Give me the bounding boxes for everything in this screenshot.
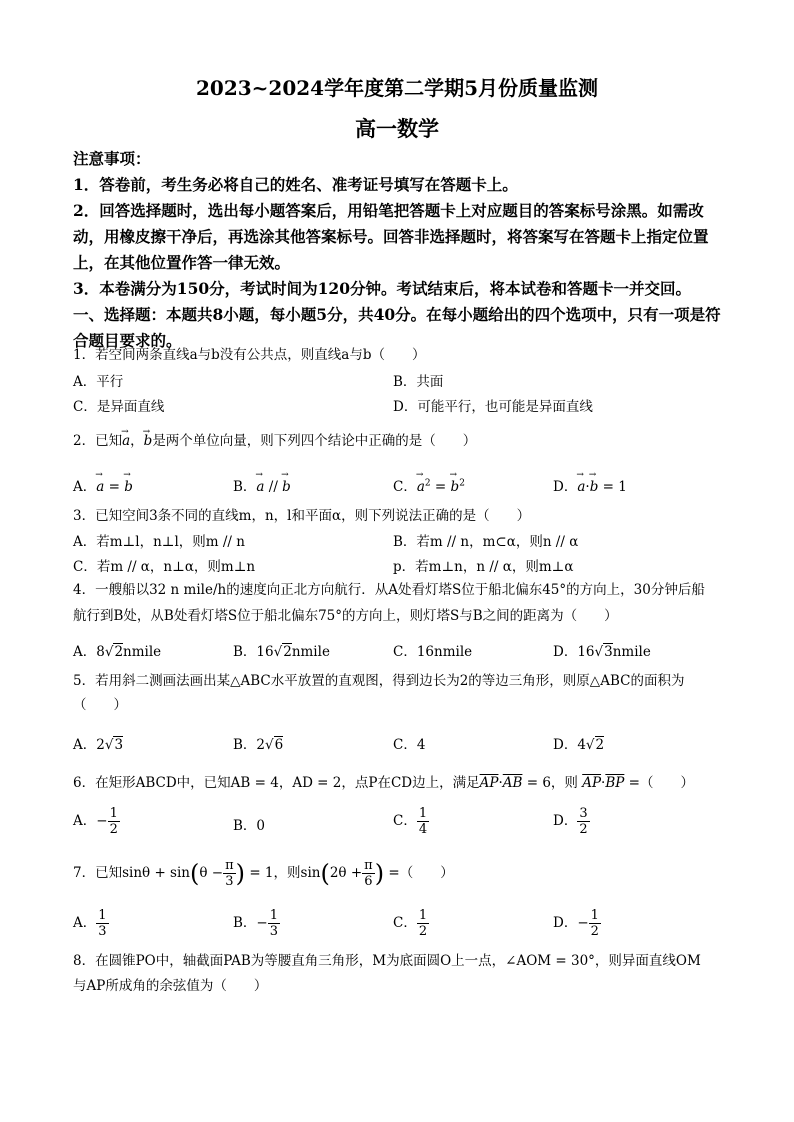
vector-ab: $\overline{AB}$ [502, 775, 523, 791]
q3-option-a: A．若m⊥l，n⊥l，则m // n [73, 534, 245, 550]
q8-line1: 8．在圆锥PO中，轴截面PAB为等腰直角三角形，M为底面圆O上一点，∠AOM = 30°，则异面直线OM [73, 953, 701, 969]
q3-options-row2 [73, 555, 723, 579]
vector-a: → a [122, 430, 130, 452]
question-5 [73, 670, 723, 716]
exam-title: 2023~2024学年度第二学期5月份质量监测 [195, 76, 598, 100]
question-2 [73, 430, 723, 452]
q2-option-c: C．→ $a^2$ = → $b^2$ [393, 475, 465, 495]
q3-option-b: B．若m // n，m⊂α，则n // α [393, 534, 579, 550]
q2-text-mid: ， [130, 433, 144, 449]
q2-text-post: 是两个单位向量，则下列四个结论中正确的是（ ） [152, 433, 477, 449]
q5-line2: （ ） [73, 697, 127, 713]
q8-line2: 与AP所成角的余弦值为（ ） [73, 978, 268, 994]
q7-option-a: A． $\frac{1}{3}$ [73, 908, 107, 939]
q2-options [73, 475, 723, 499]
q5-line1: 5．若用斜二测画法画出某△ABC水平放置的直观图，得到边长为2的等边三角形，则原△ABC的面积为 [73, 673, 685, 689]
q5-options [73, 733, 723, 757]
q6-option-b: B．0 [233, 818, 266, 834]
section-heading: 一、选择题：本题共8小题，每小题5分，共40分。在每小题给出的四个选项中，只有一项是符合题目要求的。 [73, 305, 721, 350]
vector-ap: $\overline{AP}$ [479, 775, 499, 791]
q1-options-row1 [73, 370, 723, 394]
q2-option-b: B．→ a // → b [233, 475, 291, 495]
q5-option-d: D．4√2 [553, 737, 605, 753]
q1-option-a: A．平行 [73, 374, 124, 390]
q3-options-row1 [73, 530, 723, 554]
vector-b: → b [144, 430, 153, 452]
q4-option-b: B．16√2nmile [233, 644, 330, 660]
q3-option-d: p．若m⊥n，n // α，则m⊥α [393, 559, 574, 575]
vector-bp: $\overline{BP}$ [605, 775, 625, 791]
vector-ap: $\overline{AP}$ [582, 775, 602, 791]
note-item: 1．答卷前，考生务必将自己的姓名、准考证号填写在答题卡上。 [73, 175, 518, 194]
q5-option-c: C．4 [393, 737, 426, 753]
q4-line2: 航行到B处，从B处看灯塔S位于船北偏东75°的方向上，则灯塔S与B之间的距离为（ ） [73, 608, 618, 624]
q5-option-b: B．2√6 [233, 737, 284, 753]
question-8 [73, 950, 723, 997]
q4-options [73, 640, 723, 664]
q3-option-c: C．若m // α，n⊥α，则m⊥n [73, 559, 256, 575]
q6-options [73, 806, 723, 842]
note-item: 3．本卷满分为150分，考试时间为120分钟。考试结束后，将本试卷和答题卡一并交回。 [73, 279, 691, 298]
q4-line1: 4．一艘船以32 n mile/h的速度向正北方向航行．从A处看灯塔S位于船北偏东45°的方向上，30分钟后船 [73, 582, 705, 598]
q1-option-c: C．是异面直线 [73, 399, 165, 415]
q4-option-d: D．16√3nmile [553, 644, 651, 660]
q7-option-c: C． $\frac{1}{2}$ [393, 908, 428, 939]
q6-option-c: C． $\frac{1}{4}$ [393, 806, 428, 837]
q1-options-row2 [73, 395, 723, 419]
q4-option-a: A．8√2nmile [73, 644, 162, 660]
q6-option-a: A．− $\frac{1}{2}$ [73, 806, 118, 837]
notes-heading: 注意事项： [73, 149, 151, 168]
notes-block [73, 146, 723, 354]
q7-option-b: B．− $\frac{1}{3}$ [233, 908, 279, 939]
q1-option-b: B．共面 [393, 374, 444, 390]
exam-subject: 高一数学 [355, 116, 439, 141]
question-3: 3．已知空间3条不同的直线m，n，l和平面α，则下列说法正确的是（ ） [73, 508, 531, 524]
q2-option-a: A．→ a = → b [73, 475, 133, 495]
q7-option-d: D．− $\frac{1}{2}$ [553, 908, 599, 939]
q6-option-d: D． $\frac{3}{2}$ [553, 806, 588, 837]
question-6: 6．在矩形ABCD中，已知AB = 4，AD = 2，点P在CD边上，满足$\overline{AP}\cdot\overline{AB} = 6$，则 $\overline{AP}\cdot\overline{BP}$ =（ ） [73, 775, 694, 791]
q2-text-pre: 2．已知 [73, 433, 123, 449]
note-item: 2．回答选择题时，选出每小题答案后，用铅笔把答题卡上对应题目的答案标号涂黑。如需改动，用橡皮擦干净后，再选涂其他答案标号。回答非选择题时，将答案写在答题卡上指定位置上，在其他位置作答一律无效。 [73, 201, 709, 272]
question-4 [73, 579, 723, 627]
q2-option-d: D．→ a·→ b = 1 [553, 475, 627, 495]
q4-option-c: C．16nmile [393, 644, 473, 660]
question-1: 1．若空间两条直线a与b没有公共点，则直线a与b（ ） [73, 347, 426, 363]
question-7: 7．已知sinθ + sin(θ − $\frac{\pi}{3}$ ) = 1，则sin(2θ + $\frac{\pi}{6}$ ) =（ ） [73, 858, 454, 889]
q5-option-a: A．2√3 [73, 737, 124, 753]
q7-options [73, 908, 723, 944]
q1-option-d: D．可能平行，也可能是异面直线 [393, 399, 593, 415]
